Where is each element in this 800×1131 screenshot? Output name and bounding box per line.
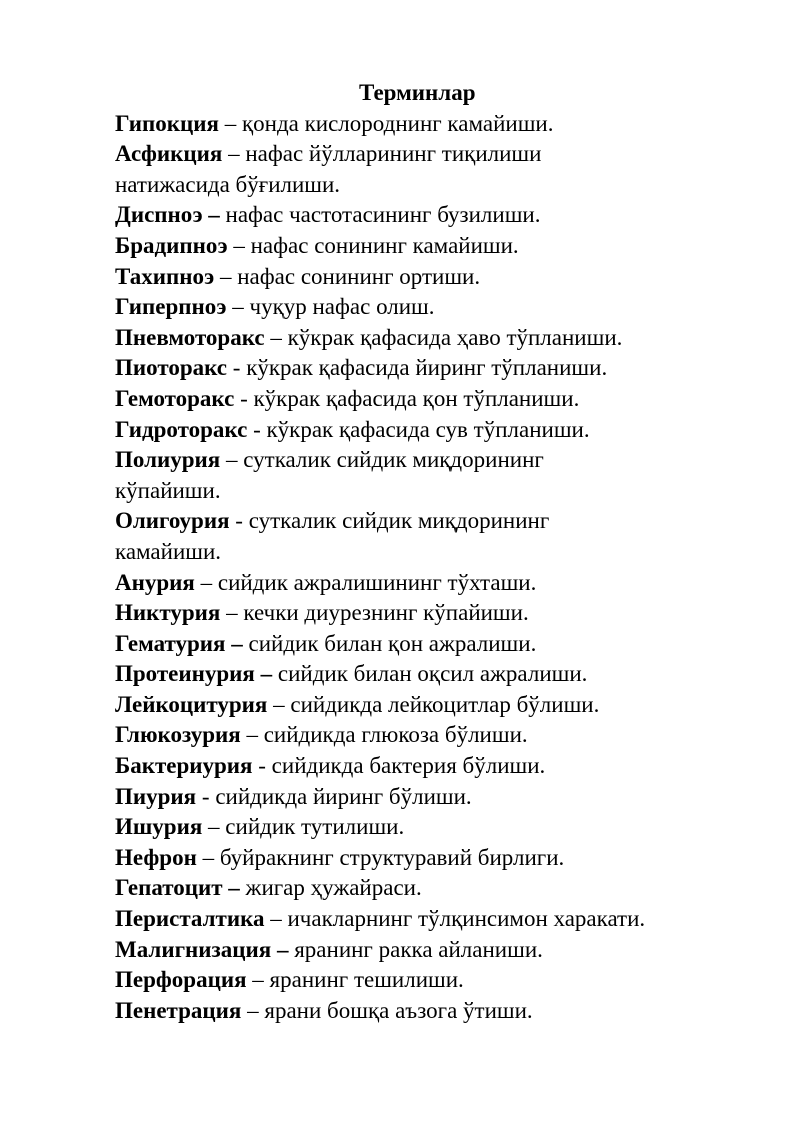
term-separator: – <box>222 141 246 167</box>
term-definition: нафас сонининг камайиши. <box>250 232 519 258</box>
term-definition: кечки диурезнинг кўпайиши. <box>243 600 529 626</box>
glossary-entry <box>115 353 755 384</box>
entry-first-line <box>115 659 755 690</box>
term-name: Пенетрация <box>115 997 242 1023</box>
glossary-entry <box>115 139 755 200</box>
term-separator: – <box>226 294 250 320</box>
entry-first-line <box>115 598 755 629</box>
glossary-entry <box>115 292 755 323</box>
entry-first-line <box>115 843 755 874</box>
term-separator: – <box>267 691 291 717</box>
glossary-entry <box>115 109 755 140</box>
term-definition-continuation: камайиши. <box>115 538 222 564</box>
term-separator: – <box>264 324 288 350</box>
glossary-entry <box>115 568 755 599</box>
glossary-entry <box>115 384 755 415</box>
term-name: Гемоторакс <box>115 385 235 411</box>
term-definition: кўкрак қафасида сув тўпланиши. <box>266 416 590 442</box>
term-name: Брадипноэ <box>115 232 228 258</box>
term-definition: кўкрак қафасида ҳаво тўпланиши. <box>287 324 623 350</box>
term-definition-continuation: кўпайиши. <box>115 477 221 503</box>
glossary-entry <box>115 629 755 660</box>
term-name: Гепатоцит <box>115 875 223 901</box>
term-separator: - <box>227 355 247 381</box>
term-definition: нафас йўлларининг тиқилиши <box>245 141 542 167</box>
term-name: Малигнизация <box>115 936 272 962</box>
entry-first-line <box>115 720 755 751</box>
term-name: Анурия <box>115 569 195 595</box>
term-separator: – <box>214 263 238 289</box>
glossary-entry <box>115 935 755 966</box>
entry-first-line <box>115 200 755 231</box>
term-definition: сийдик билан оқсил ажралиши. <box>277 661 588 687</box>
term-name: Гидроторакс <box>115 416 248 442</box>
term-definition: сийдикда бактерия бўлиши. <box>271 753 546 779</box>
term-separator: – <box>264 906 288 932</box>
page-title: Терминлар <box>359 80 476 105</box>
term-definition: сийдик билан қон ажралиши. <box>248 630 537 656</box>
term-name: Протеинурия <box>115 661 255 687</box>
term-name: Глюкозурия <box>115 722 241 748</box>
term-separator: – <box>246 967 270 993</box>
glossary-entry <box>115 904 755 935</box>
term-separator: – <box>202 814 226 840</box>
term-name: Перфорация <box>115 967 247 993</box>
term-name: Асфикция <box>115 141 223 167</box>
term-separator: – <box>220 600 244 626</box>
entry-first-line <box>115 353 755 384</box>
term-name: Гипокция <box>115 110 219 136</box>
term-definition: кўкрак қафасида қон тўпланиши. <box>253 385 580 411</box>
entry-first-line <box>115 996 755 1027</box>
term-definition: қонда кислороднинг камайиши. <box>241 110 554 136</box>
glossary-entry <box>115 506 755 567</box>
term-separator: – <box>222 875 246 901</box>
term-separator: – <box>227 232 251 258</box>
term-name: Перисталтика <box>115 906 265 932</box>
term-name: Пневмоторакс <box>115 324 265 350</box>
term-definition: нафас частотасининг бузилиши. <box>225 202 541 228</box>
term-name: Пиурия <box>115 783 197 809</box>
term-definition: сийдикда лейкоцитлар бўлиши. <box>290 691 600 717</box>
entry-first-line <box>115 292 755 323</box>
term-definition: суткалик сийдик миқдорининг <box>243 447 544 473</box>
entry-first-line <box>115 629 755 660</box>
glossary-entry <box>115 812 755 843</box>
term-list <box>115 109 755 1027</box>
term-definition: чуқур нафас олиш. <box>249 294 435 320</box>
entry-first-line <box>115 751 755 782</box>
term-definition: буйракнинг структуравий бирлиги. <box>219 844 565 870</box>
term-definition: суткалик сийдик миқдорининг <box>248 508 550 534</box>
glossary-entry <box>115 843 755 874</box>
term-definition: ярани бошқа аъзога ўтиши. <box>264 997 533 1023</box>
glossary-entry <box>115 873 755 904</box>
term-separator: - <box>252 753 272 779</box>
entry-first-line <box>115 690 755 721</box>
entry-first-line <box>115 445 755 476</box>
term-name: Бактериурия <box>115 753 253 779</box>
entry-first-line <box>115 904 755 935</box>
term-name: Олигоурия <box>115 508 230 534</box>
term-name: Полиурия <box>115 447 221 473</box>
entry-first-line <box>115 568 755 599</box>
glossary-entry <box>115 996 755 1027</box>
glossary-entry <box>115 598 755 629</box>
term-definition: ичакларнинг тўлқинсимон харакати. <box>287 906 646 932</box>
term-definition: сийдикда глюкоза бўлиши. <box>263 722 528 748</box>
glossary-entry <box>115 415 755 446</box>
glossary-entry <box>115 445 755 506</box>
term-name: Ишурия <box>115 814 203 840</box>
term-separator: – <box>240 722 264 748</box>
term-definition: нафас сонининг ортиши. <box>237 263 481 289</box>
term-name: Диспноэ <box>115 202 203 228</box>
entry-first-line <box>115 323 755 354</box>
term-separator: - <box>247 416 267 442</box>
term-separator: – <box>271 936 295 962</box>
entry-first-line <box>115 965 755 996</box>
entry-first-line <box>115 384 755 415</box>
term-definition: кўкрак қафасида йиринг тўпланиши. <box>246 355 608 381</box>
glossary-entry <box>115 200 755 231</box>
glossary-entry <box>115 231 755 262</box>
entry-first-line <box>115 782 755 813</box>
term-definition: сийдикда йиринг бўлиши. <box>215 783 472 809</box>
term-separator: – <box>218 110 242 136</box>
term-name: Тахипноэ <box>115 263 215 289</box>
term-definition: яранинг тешилиши. <box>269 967 464 993</box>
term-separator: – <box>220 447 244 473</box>
term-separator: – <box>196 844 220 870</box>
term-separator: – <box>241 997 265 1023</box>
glossary-entry <box>115 690 755 721</box>
entry-first-line <box>115 812 755 843</box>
glossary-entry <box>115 262 755 293</box>
term-definition-continuation: натижасида бўғилиши. <box>115 171 341 197</box>
term-definition: яранинг ракка айланиши. <box>294 936 543 962</box>
term-definition: сийдик ажралишининг тўхташи. <box>217 569 537 595</box>
document-page <box>115 78 755 1026</box>
term-separator: – <box>225 630 249 656</box>
glossary-entry <box>115 659 755 690</box>
glossary-entry <box>115 720 755 751</box>
entry-first-line <box>115 109 755 140</box>
entry-first-line <box>115 415 755 446</box>
term-separator: – <box>202 202 226 228</box>
glossary-entry <box>115 782 755 813</box>
term-name: Лейкоцитурия <box>115 691 268 717</box>
term-definition: сийдик тутилиши. <box>225 814 405 840</box>
term-name: Гематурия <box>115 630 226 656</box>
glossary-entry <box>115 965 755 996</box>
term-name: Никтурия <box>115 600 221 626</box>
entry-first-line <box>115 873 755 904</box>
term-separator: – <box>254 661 278 687</box>
entry-first-line <box>115 231 755 262</box>
entry-first-line <box>115 506 755 537</box>
entry-first-line <box>115 139 755 170</box>
term-separator: - <box>229 508 249 534</box>
term-definition: жигар ҳужайраси. <box>245 875 422 901</box>
term-separator: – <box>194 569 218 595</box>
term-name: Пиоторакс <box>115 355 228 381</box>
term-name: Гиперпноэ <box>115 294 227 320</box>
entry-first-line <box>115 262 755 293</box>
entry-first-line <box>115 935 755 966</box>
term-separator: - <box>196 783 216 809</box>
term-name: Нефрон <box>115 844 197 870</box>
glossary-entry <box>115 323 755 354</box>
term-separator: - <box>234 385 254 411</box>
glossary-entry <box>115 751 755 782</box>
